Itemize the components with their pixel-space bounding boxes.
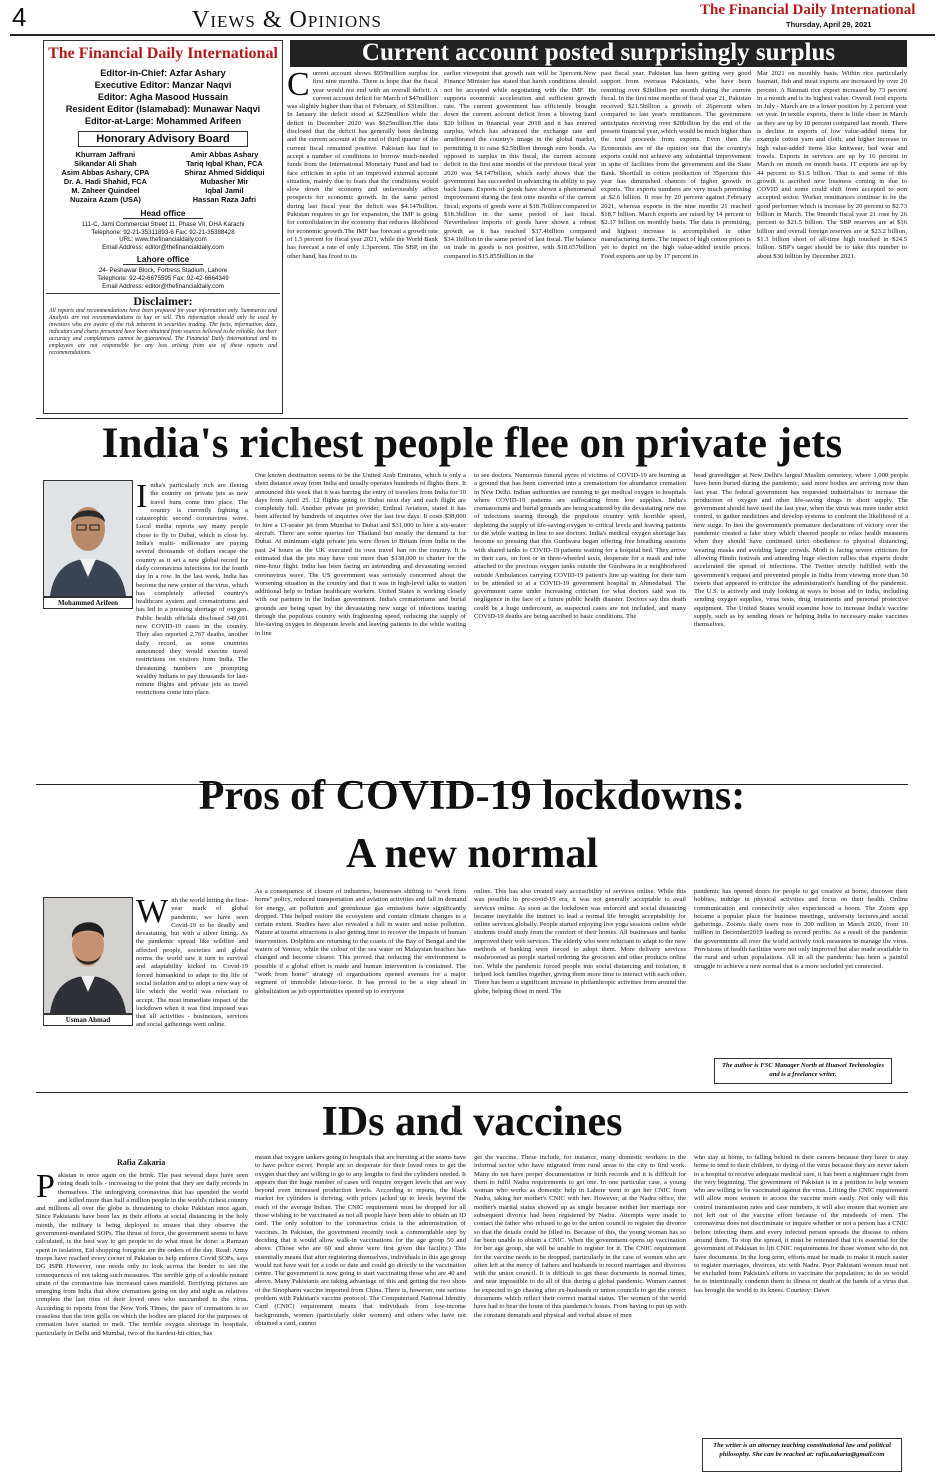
article3-title-line2: A new normal	[346, 831, 598, 877]
advisor-name: Asim Abbas Ashary, CPA	[61, 168, 150, 177]
advisor-name: Khurram Jaffrani	[75, 150, 136, 159]
disclaimer-text: All reports and recommendations have been prepared for your information only. Summaries and Analysis are not recommendations to buy or sell. This information should only be used by investors who are aware of the risk inherent in securities trading. The facts, information, data, indicators and charts presented have been obtained from sources believed to be reliable, but their accuracy and completeness cannot be guaranteed. The Financial Daily International and its employees are not responsible for any loss arising from use of these reports and recommendations.	[49, 308, 277, 357]
advisor-name: Iqbal Jamil	[205, 186, 244, 195]
article1-title: Current account posted surprisingly surplus	[361, 39, 836, 66]
article4-col	[474, 1154, 686, 1474]
advisor-name: Tariq Iqbal Khan, FCA	[186, 159, 263, 168]
dropcap: C	[287, 70, 310, 103]
article3-col	[255, 888, 466, 1087]
paragraph: earlier viewpoint that growth rate will be 3percent.New Finance Minister has stated that harsh conditions should not be accepted while negotiating with the IMF. He supports economic acceleration and sufficient growth rate. The current government has efficiently brought down the current account deficit from a blowing hard $20 billion in financial year 2018 and it has entered surplus, which has advanced the exchange rate and ameliorated the country's image in the global market, permitting it to raise $2.5billion through euro bonds. As opposed to surplus in this fiscal, the current account deficit in the first nine months of the previous fiscal year 2020 was $4.147billion, which early shows that the government has succeeded in advancing its ability to pay back loans. Exports of goods have shown a phenomenal improvement during the first nine months of the current fiscal; exports of goods were at $18.7billion compared to $18.3billion in the same period of last fiscal. Nevertheless imports of goods have shown a robust growth as it has reached $37.4billion compared $34.1billion in the same period of last fiscal. The balance on trade in goods is not positive, with $18.657billion compared to $15.855billion in the	[444, 70, 596, 260]
editor-line: Editor-in-Chief: Azfar Ashary	[100, 68, 226, 78]
article2-col	[474, 472, 686, 780]
head-office-line: 111-C, Jami Commercial Street 11, Phase VII, DHA Karachi	[81, 221, 245, 228]
editor-line: Resident Editor (Islamabad): Munawar Naqvi	[65, 104, 261, 114]
header-brand: The Financial Daily International	[700, 2, 916, 18]
article4-col	[36, 1172, 248, 1474]
article1-col	[601, 70, 751, 414]
paragraph: meant that oxygen tankers going to hospitals that are bursting at the seams have to have police escort. People are so desperate for their loved ones to get the oxygen that they are willing to go to any lengths to find the cylinders needed. It appears that the huge number of cases will require oxygen levels that are way beyond even increased production levels. According to reports, the black market for cylinders is thriving, with prices jacked up to levels beyond the reach of the average Indian. The CNIC requirement must be dropped for all those wishing to be vaccinated as not all people have been able to obtain an ID card. The only solution to the coronavirus crisis is the administration of vaccines. In Pakistan, the government recently took a commendable step by deciding that it would allow walk-in vaccinations for the age group 50 and above. (Those who are 60 and above were first given this facility.) This essentially means that after registering themselves, individuals in this age group would not have wait for a code or date and could go directly to the vaccination centre. The government is now going to start vaccinating those who are 40 and above. Many Pakistanis are taking advantage of this and getting the two shots of the Sinopharm vaccine imported from China. There is, however, one serious problem with Pakistan's vaccine protocol. The Computerised National Identity Card (CNIC) requirement means that individuals from low-income backgrounds, women (particularly older women) and others who have not obtained a card, cannot	[255, 1154, 466, 1327]
article1-col	[444, 70, 596, 414]
paragraph: head gravedigger at New Delhi's largest Muslim cemetery, where 1,000 people have been buried during the pandemic, said more bodies are arriving now than last year. The federal government has requested industrialists to increase the production of oxygen and other life-saving drugs in short supply. The government should have used the last year, when the virus was more under strict control, to gather medicines and develop systems to confront the likelihood of a new surge. In lieu the government's premature declarations of victory over the pandemic created a fake story which cheered people to relax health measures when they should have continued strict obedience to physical distancing, wearing masks and avoiding large crowds. Modi is facing severe criticism for allowing Hindu festivals and attending huge election rallies that experts doubt accelerated the spread of infections. The Twitter strictly fulfilled with the government's request and prevented people in India from viewing more than 50 tweets that appeared to criticize the administration's handling of the pandemic. The U.S. is actively and truly looking at ways to boost aid to India, including sending oxygen supplies, virus tests, drug treatments and personal protective equipment. The United States would examine how to increase India's vaccine supply, such as by sending doses or helping India to necessary make vaccines themselves.	[694, 472, 908, 629]
author-note: The writer is an attorney teaching constitutional law and political philosophy. She can be reached at: rafia.zakaria@gmail.com	[702, 1438, 902, 1472]
editor-line: Editor: Agha Masood Hussain	[97, 92, 229, 102]
lahore-office-line: 24- Peshawar Block, Fortress Stadium, Lahore	[98, 267, 228, 275]
head-office-line: URL: www.thefinancialdaily.com	[119, 236, 207, 244]
advisory-title: Honorary Advisory Board	[78, 131, 248, 147]
advisory-left	[61, 150, 149, 204]
paragraph: past fiscal year. Pakistan has been getting very good support from overseas Pakistanis, who have been remitting over $2billion per month during the current fiscal. In the first nine months of fiscal year 21, Pakistan received $21.5billion a growth of 26percent when compared to last year's remittances. The government anticipates receiving over $28billion by the end of the present financial year, which would be much higher than the total proceeds from exports. Even then the Economists are of the opinion out that the country's exports could not achieve any substantial improvement in spite of facilities from the government and the State Bank. Shortfall in cotton production of 35percent this year has diminished chances of higher growth in exports. The exports numbers are very much promising at $2.6 billion. It rose by 20 percent against February 2021, whereas exports in the nine months 21 reached $18.7 billion. March exports are raised by 14 percent to $2.37 billion on monthly basis. The data is promising, and highest increase is accomplished in other manufacturing items. The impact of high cotton prices is yet to depict on the high value-added textile prices. Food exports are up by 17 percent in	[601, 70, 751, 260]
head-office-line: Email Address: editor@thefinancialdaily.com	[102, 243, 224, 251]
advisor-name: Nuzaira Azam (USA)	[70, 195, 141, 204]
disclaimer-box	[46, 293, 280, 358]
article3-col	[694, 888, 908, 1048]
article4-col	[694, 1154, 908, 1434]
author-caption: Mohammed Arifeen	[43, 597, 133, 609]
advisor-name: Amir Abbas Ashary	[190, 150, 259, 159]
paragraph: ndia's particularly rich are fleeing the country on private jets as new travel bans come into place. The country is currently fighting a catastrophic second coronavirus wave. Local media reports say many people chose to fly to Dubai, which is close by. India's multi- millionaire are paying several thousands of dollars escape the country as it set a new global record for daily coronavirus infections for the fourth day in a row. In the last week, India has become the new center of the virus, which has completely affected country's healthcare system and crematoriums and has led to a pressing shortage of oxygen. Public health officials disclosed 349,691 new COVID-19 cases in the country. They also reported 2,767 deaths, another daily record, as some countries announced they would execute travel restrictions on visitors from India. The threatening numbers are prompting wealthy Indians to pay thousands for last-minute flights and private jets as travel restrictions come into place.	[136, 482, 248, 697]
lahore-office-title: Lahore office	[123, 254, 203, 265]
lahore-office-line: Email Address: editor@thefinancialdaily.com	[102, 282, 224, 290]
dropcap: P	[36, 1172, 55, 1205]
paragraph: to see doctors. Numerous funeral pyres of victims of COVID-19 are burning at a ground that has been converted into a crematorium for abundance cremation in New Delhi. Indian authorities are running to get medical oxygen to hospitals where COVID-19 patients are suffocating from low supplies. India's crematoriums and burial grounds are being scattered by the devastating new rise of infections tearing through the populous country with horrible speed, depleting the supply of life-saving oxygen to critical levels and leaving patients to die while waiting in line to see doctors. India's medical oxygen shortage has become so pressing that this Gurdwara began offering free breathing sessions with shared tanks to COVID-19 patients waiting for a hospital bed. They arrive in their cars, on foot or in three-wheeled taxis, desperate for a mask and tube attached to the precious oxygen tanks outside the Gurdwara in a neighborhood outside Ambulances carrying COVID-19 patient's line up waiting for their turn to be attended to at a COVID-19 government hospital in Ahmedabad. The government came under increasing criticism for what doctors said was its negligence in the face of a future public health disaster. Doctors say this death could be a huge undercount, as suspected cases are not included, and many COVID-19 deaths are being ascribed to basic conditions. The	[474, 472, 686, 621]
article3-col	[474, 888, 686, 1087]
article1-col	[287, 70, 438, 414]
advisor-name: Mubasher Mir	[200, 177, 249, 186]
article3-title-line1: Pros of COVID-19 lockdowns:	[198, 773, 746, 819]
advisor-name: Shiraz Ahmed Siddiqui	[184, 168, 265, 177]
paragraph: online. This has also created easy accessibility of services online. While this was possible in pre-covid-19 era, it was not generally acceptable to avail services online. As soon as the lockdown was enforced and social distancing became inevitable the instinct to lead a normal life brought acceptability for online services globally. People started enjoying live yoga sessions online while students could study from the comfort of their homes. All businesses and banks improved their web services. The elderly who were reluctant to adapt to the new methods of banking were forced to adopt them. More delivery services mushroomed as people started ordering the groceries and other products online too. While the pandemic forced people into social distancing and isolation, it helped lock families together, giving them more time to interact with each other. There has been a significant increase in philanthropic activities from around the globe, helping those in need. The	[474, 888, 686, 995]
head-office-line: Telephone: 92-21-35311893-6 Fax: 92-21-35388428	[91, 228, 235, 236]
page-number: 4	[12, 2, 27, 32]
masthead-box	[43, 40, 283, 414]
article2-title: India's richest people flee on private jets	[101, 420, 843, 467]
article2-col	[255, 472, 466, 780]
header-rule	[10, 34, 935, 36]
masthead-brand: The Financial Daily International	[48, 45, 278, 62]
section-title: Views & Opinions	[192, 7, 382, 33]
paragraph: ith the world hitting the first-year mark of global pandemic, we have seen Covid-19 to be deadly and devastating, but with a silver lining. As the pandemic spread like wildfire and affected people, societies and global norms the world saw it turn to survival and adaptability kicked in. Covid-19 forced humankind to adapt to the life of social isolation and to adopt a new way of life which the world was reluctant to accept. The most immediate impact of the lockdown when it was first imposed was that all activities - businesses, services and social gatherings went online.	[136, 897, 248, 1029]
article2-col	[36, 482, 248, 780]
head-office-title: Head office	[123, 208, 203, 219]
editor-line: Editor-at-Large: Mohammed Arifeen	[84, 116, 242, 126]
paragraph: who stay at home, to falling behind in their careers because they have to stay home to tend to their children, to dying of the virus because they are never taken to a hospital to receive adequate medical care, it has been a nightmare right from the very beginning. The government of Pakistan is in a position to help women who are willing to be vaccinated against the virus. Lifting the CNIC requirement will allow more women to access the vaccine more easily. Not only will this control transmission rates and case numbers, it will also ensure that women are not left out of the vaccine effort because of the misdeeds of men. The coronavirus does not discriminate or inquire whether or not a person has a CNIC before infecting them and every infected person spreads the disease to others around them. To stop the spread, it must be reiterated that it is essential for the government of Pakistan to lift CNIC requirements for those women who do not have documents. In the long term, efforts must be made to make it much easier to register marriages, divorces, etc with Nadra. Poor Pakistani women must not be excluded from Pakistan's efforts to vaccinate the population; to do so would be to intentionally condemn them to illness or death at the hands of a virus that has brought the world to its knees. Courtesy: Dawn	[694, 1154, 908, 1294]
article4-author: Rafia Zakaria	[117, 1158, 166, 1167]
paragraph: urrent account shows $959million surplus for first nine months. There is hope that the fiscal year would not end with an overall deficit. A current account deficit for March of $47million was slightly higher than that of February, of $31million. In January the deficit stood at $229million while the deficit in December 2020 was $625million.The data disclosed that the deficit has generally been declining and the current account at the end of third quarter of the current fiscal remained positive. Pakistan has had to accept a number of conditions to borrow much-needed funds from the International Monetary Fund and had to face criticism in spite of an improved external account situation, mainly due to fears that the conditions would slow down the economy and unfavourably affect prospects for economic growth. In the same period during last fiscal year the deficit was $4.147billion. Pakistan requires to go for expansion, the IMF is going for consolidation in the economy that reduces likelihood for economic growth.The IMF has forecast a growth rate of 1.5 percent for fiscal year 2021, while the World Bank has forecast a rate of only 1.3percent. The SBP, on the other hand, has fixed to its	[287, 70, 438, 260]
dropcap: I	[136, 482, 148, 515]
section-rule	[36, 1092, 908, 1093]
author-note: The author is FSC Manager North at Huawei Technologies and is a freelance writer.	[714, 1058, 892, 1084]
paragraph: get the vaccine. These include, for instance, many domestic workers in the informal sector who have migrated from rural areas to the city to find work. Many do not have proper documentation or birth records and it is difficult for them to fulfil Nadra requirements to get one. In one particular case, a young woman who works as domestic help in Lahore went to get her CNIC from Nadra, taking her mother's CNIC with her. However, at the Nadra office, the mother's marital status showed up as single because neither her marriage nor subsequent divorce had been registered by Nadra. Attempts were made to contact the father who refused to go to the union council to register the divorce so that the details could be filled in. Because of this, the young woman has so far been unable to obtain a CNIC. When the government opens up vaccination for her age group, she will be unable to register for it. The CNIC requirement for the vaccine needs to be dropped, particularly in the case of women who are often left at the mercy of fathers and husbands to record marriages and divorces with the union council. It is difficult to get these documents in normal times, and near impossible to do all of this during a global pandemic. Women cannot be expected to go chasing after ex-husbands or union councils to get the correct documents which reflect their correct marital status. The women of the world have had to bear the brunt of this pandemic's losses. From having to put up with the constant demands and physical and verbal abuse of men	[474, 1154, 686, 1319]
advisor-name: M. Zaheer Quindeel	[71, 186, 140, 195]
article2-col	[694, 472, 908, 780]
paragraph: pandemic has opened doors for people to get creative at home, discover their hobbies, indulge in physical activities and focus on their health. Online communication and connectivity also experienced a boom. The Zoom app became a popular place for business meetings, university lectures,and social gatherings. Zoom's daily users rose to 200 million in March 2020, from 10 million in December2019 leading to record profits. As a result of the pandemic the governments all over the world actively took measures to manage the virus. Provisions of health facilities were not only improved but also made available to the rural and urban populations. All in all the pandemic has been a painful struggle to achieve a new normal that is a more secluded yet connected.	[694, 888, 908, 970]
advisory-right	[184, 150, 264, 204]
paragraph: As a consequence of closure of industries, businesses shifting to "work from home" policy, reduced transportation and aviation activities and fall in demand for energy, air pollution and greenhouse gas emissions have significantly dropped. This helped restore the ecosystem and contain climate changes to a certain extent. Studies have also revealed a fall in water and noise pollution. Nature at tourist attractions is also getting time to recover the impacts of human intervention. Dolphins are returning to the coasts of the Bay of Bengal and the waters of Venice, while the colour of the sea water on Malaysian beaches has changed and become clearer. This proved that reducing the environment is possible if a global effort is made and human intervention is contained. The "work from home" strategy of organisations opened avenues for a major segment of immobile labour-force. It has proved to be a step ahead in globalization as job opportunities opened up to everyone	[255, 888, 466, 995]
paragraph: One known destination seems to be the United Arab Emirates, which is only a short distance away from India and usually operates hundreds of flights there. It announced this week that it was barring the entry of travelers from India for 10 days from April 25. 12 flights going to Dubai next day and each flight are completely full. Another private jet provider, Enthral Aviation, stated it has been affected by hundreds of inquiries over the last few days. It costs $38,000 to hire a 13-seater jet from Mumbai to Dubai and $31,000 to hire a six-seater aircraft. There are some queries for Thailand but mostly the demand is for Dubai. At minimum eight private jets were flown to Britain from India in the past 24 hours as the UK executed its own travel ban on the country. It is estimated that the jets may have cost more than $138,000 to charter for the nine-hour flight. India has been facing an astounding and devastating second coronavirus wave. The US government was seriously concerned about the worsening situation in the country and that it was in high-level talks to station additional help to Indian healthcare workers. United States is working closely with our partners in the Indian government. India's crematoriums and burial grounds are being upset by the devastating new surge of infections tearing through the populous country with frightening speed, reducing the supply of life-saving oxygen to desperate levels and leaving patients to die while waiting in line	[255, 472, 466, 637]
advisor-name: Sikandar Ali Shah	[74, 159, 137, 168]
dropcap: W	[136, 897, 169, 930]
article3-col	[36, 897, 248, 1087]
lahore-office-line: Telephone: 92-42-6675595 Fax: 92-42-6664349	[97, 274, 229, 282]
header-date: Thursday, April 29, 2021	[786, 20, 872, 29]
paragraph: Mar 2021 on monthly basis. Within rice particularly basmati, fish and meat exports are increased by over 20 percent. A Basmati rice export increased by 73 percent in a month and is its highest value. Overall food exports in July - March are in a lower position by 2 percent year on year. In textile exports, there is little cheer in March as they are up by 10 percent compared last month. There is decline in exports of low value-added items for example cotton yarn and cloth; and higher increase in high value-added items like knitwear, bed wear and towels. Exports in services are up by 16 percent in March on month on month basis. IT exports are up by 44 percent to $1.5 billion. That is and some of this growth is ascribed new business coming in due to COVID and some could shift from accepted to non accepted sector. Worker remittances continue to be the good performer which is increase by 20 percent to $2.73 billion in March. The 9month fiscal year 21 rose by 26 percent to $21.5 billion. The SBP reserves are at $16 billion and overall foreign reserves are at $23.2 billion, $1.3 billion short of all-time high touched in $24.5 billion. SBP's target should be to take this number to about $30 billion by December 2021.	[757, 70, 907, 260]
advisor-name: Dr. A. Hadi Shahid, FCA	[63, 177, 147, 186]
advisor-name: Hassan Raza Jafri	[192, 195, 257, 204]
article4-col	[255, 1154, 466, 1474]
article4-title: IDs and vaccines	[321, 1099, 623, 1145]
disclaimer-title: Disclaimer:	[133, 294, 193, 309]
article1-col	[757, 70, 907, 414]
author-caption: Usman Ahmad	[43, 1014, 133, 1026]
editor-line: Executive Editor: Manzar Naqvi	[94, 80, 232, 90]
paragraph: akistan is once again on the brink. The past several days have seen rising death tolls - increasing to the point that they are daily records in themselves. The unforgiving coronavirus that has upended the world and killed more than half a million people in the world's richest country and millions all over the globe is threatening to choke Pakistan once again. Since Pakistanis have been lax in their efforts at social distancing in the holy month, the military is being deployed to ensure that they observe the government-mandated SOPs. The thrust of force, the government seems to have calculated, is the best way to get people to do what must be done: a Ramzan spent in isolation, Eid shopping foregone are the orders of the day. Read: Army troops have reached every corner of Pakistan to help enforce Covid SOPs, says DG ISPR However, one needs only to look across the border to see the consequences of not taking such measures. The terrible grip of a double mutant strain of the coronavirus has increased cases manifold. Terrifying pictures are emerging from India that show cremations going on day and night as relatives complete the last rites of their loved ones who succumbed to the virus. According to reports from the New York Times, the pace of cremations is so ceaseless that the iron grills on which the bodies are placed for the purposes of cremation have started to melt. The terrible oxygen shortage in hospitals, particularly in Delhi and Mumbai, two of the hardest-hit cities, has	[36, 1172, 248, 1337]
